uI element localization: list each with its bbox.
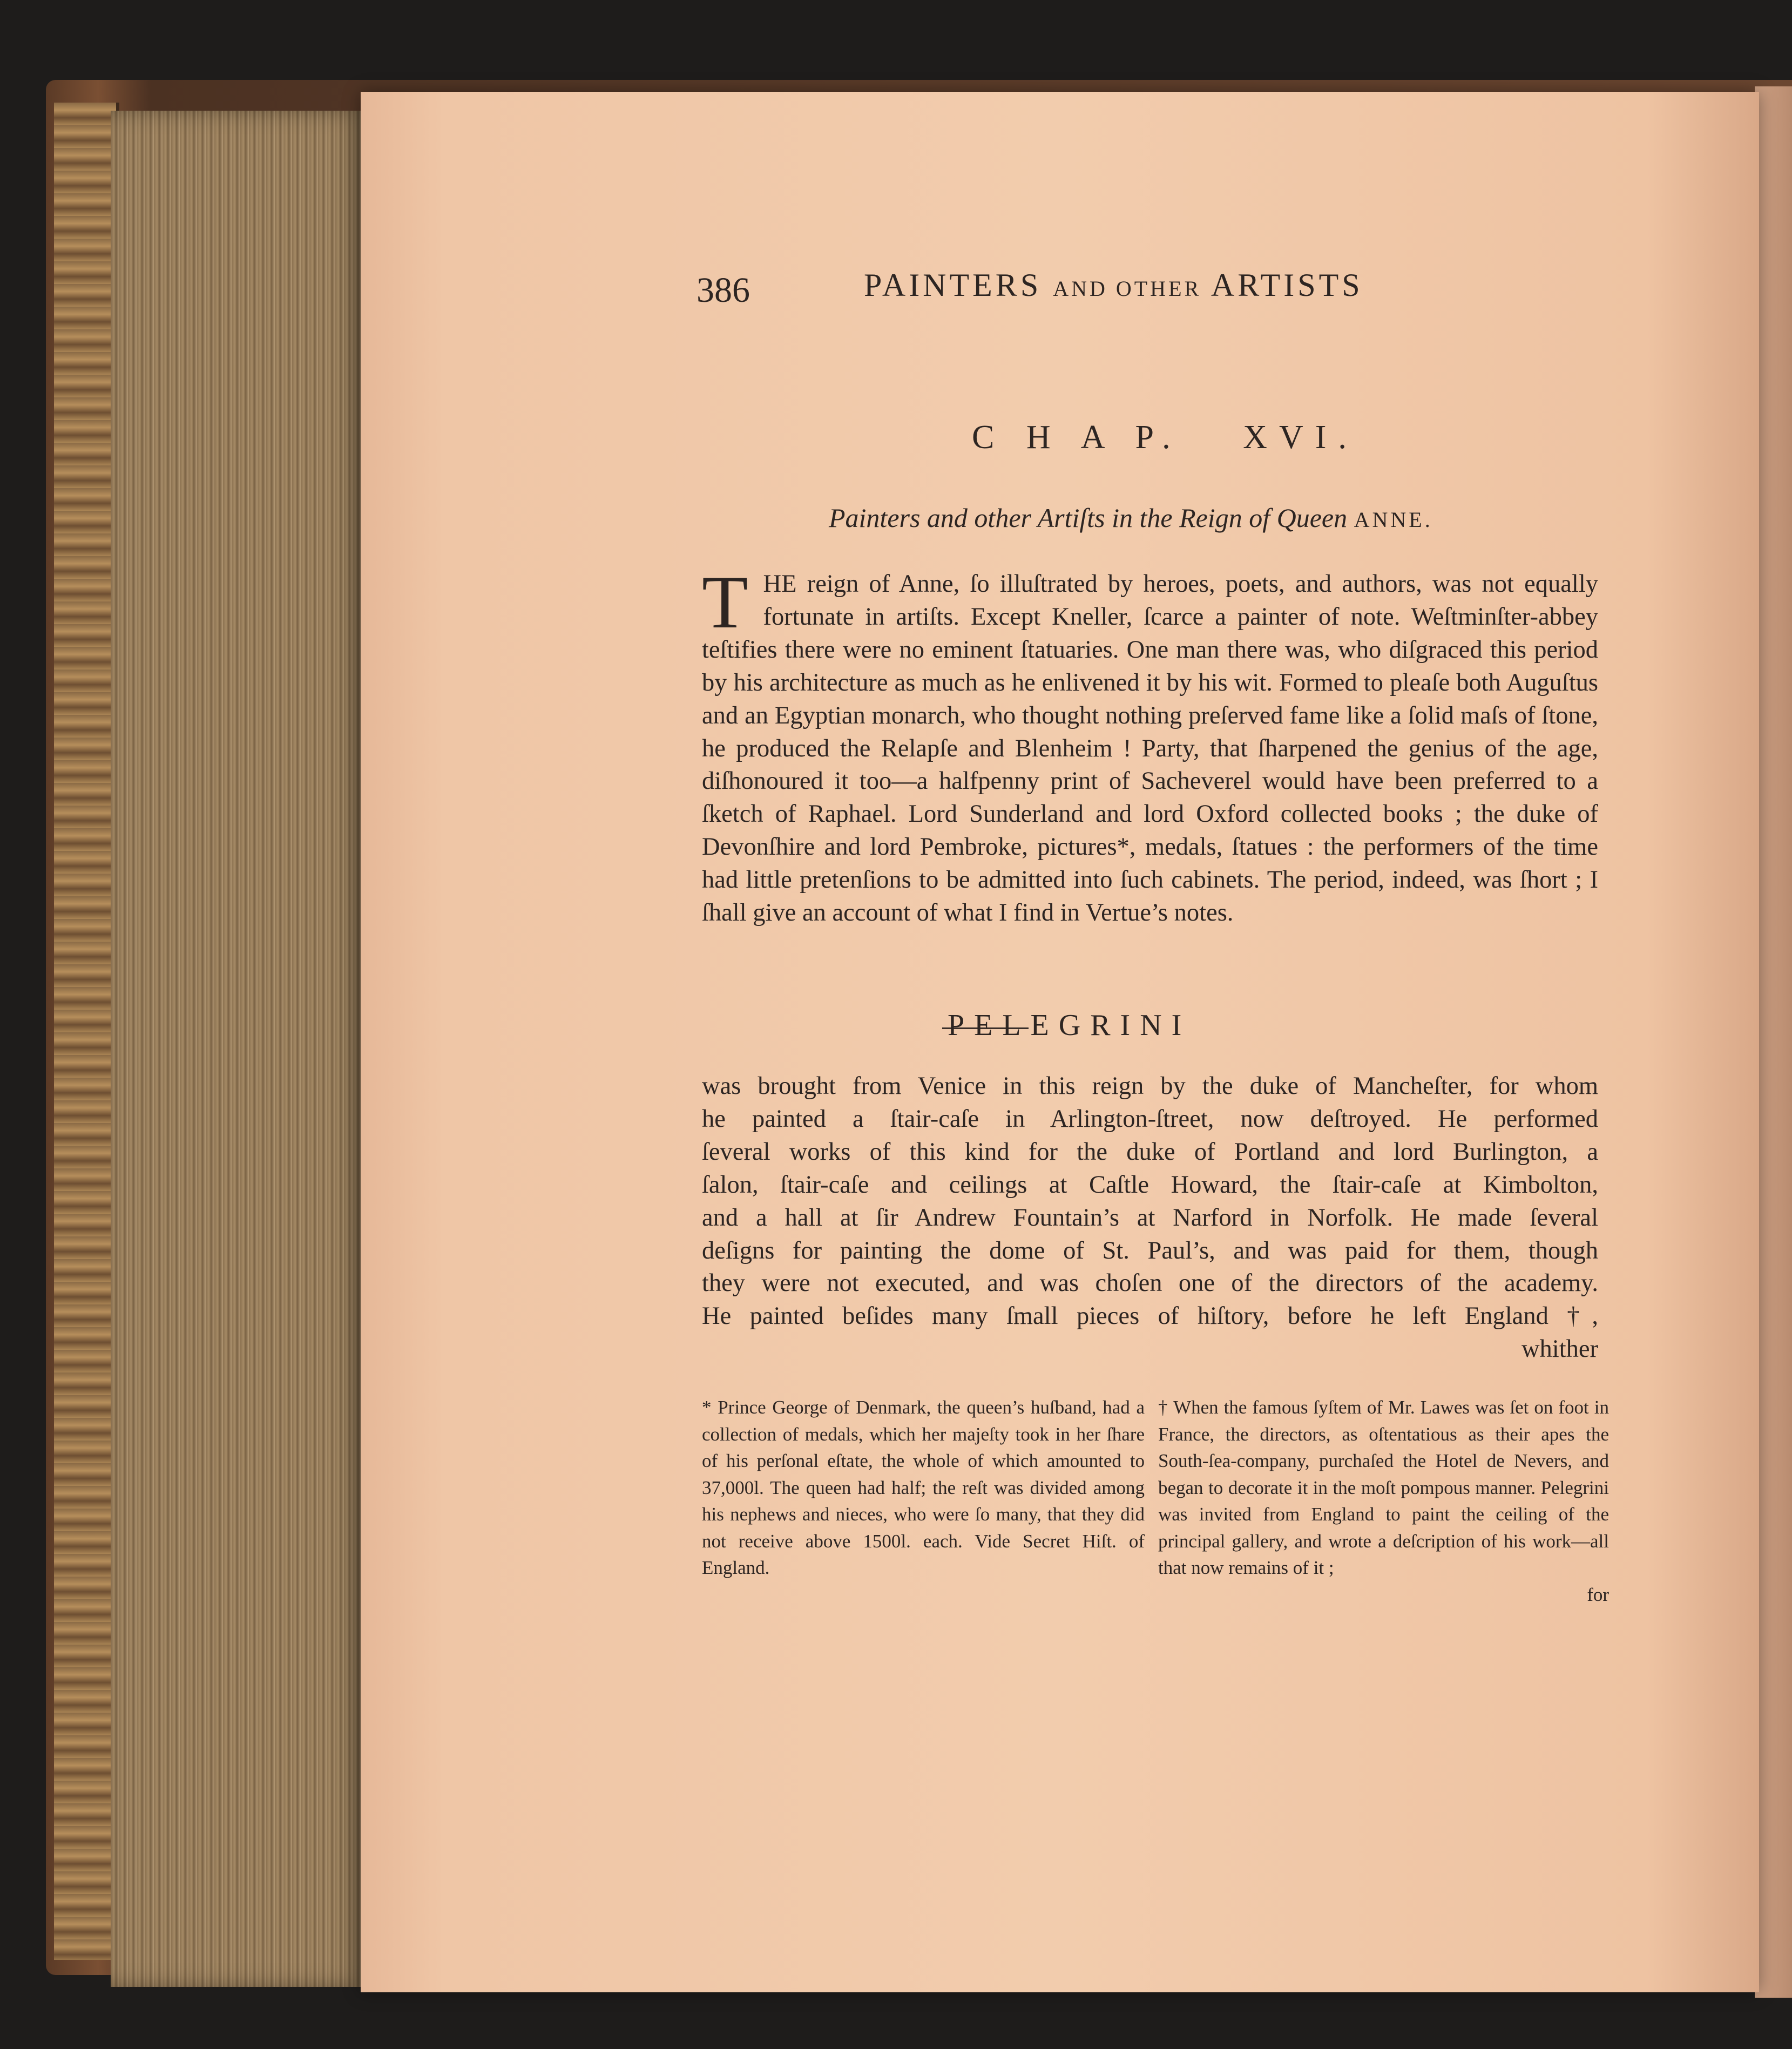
text-line: deſigns for painting the dome of St. Paul’s, and was paid for them, though xyxy=(702,1236,1598,1264)
running-head-part1: PAINTERS xyxy=(864,267,1042,303)
page-edges xyxy=(111,111,364,1987)
section-heading: PELEGRINI xyxy=(948,1009,1192,1042)
text-line: and a hall at ſir Andrew Fountain’s at Narford in Norfolk. He made ſeveral xyxy=(702,1203,1598,1232)
footnote-right xyxy=(1158,1394,1609,1608)
running-head-part2: AND OTHER xyxy=(1053,276,1202,301)
page-number: 386 xyxy=(696,271,750,310)
footnote-catchword: for xyxy=(1587,1584,1609,1605)
chapter-heading: C H A P. XVI. xyxy=(972,419,1358,456)
text-line: ſalon, ſtair-caſe and ceilings at Caſtle Howard, the ſtair-caſe at Kimbolton, xyxy=(702,1171,1598,1199)
chapter-subtitle xyxy=(829,502,1433,533)
text-line: ſeveral works of this kind for the duke of Portland and lord Burlington, a xyxy=(702,1138,1598,1166)
chapter-subtitle-text: Painters and other Artiſts in the Reign of Queen xyxy=(829,503,1348,533)
footnote-right-text: † When the famous ſyſtem of Mr. Lawes was ſet on foot in France, the directors, as oſtentatious as their apes the South-ſea-company, purchaſed the Hotel de Nevers, and began to decorate it in the moſt pompous manner. Pelegrini was invited from England to paint the ceiling of the principal gallery, and wrote a deſcription of his work—all that now remains of it ; xyxy=(1158,1397,1609,1578)
facing-page-edge xyxy=(1755,86,1792,1998)
pelegrini-paragraph xyxy=(702,1070,1598,1366)
running-head xyxy=(864,267,1363,304)
drop-cap: T xyxy=(702,560,748,644)
text-line: He painted beſides many ſmall pieces of hiſtory, before he left England †, xyxy=(702,1302,1598,1330)
text-line: they were not executed, and was choſen one of the directors of the academy. xyxy=(702,1269,1598,1297)
footnote-left: * Prince George of Denmark, the queen’s huſband, had a collection of medals, which her majeſty took in her ſhare of his perſonal eſtate, the whole of which amounted to 37,000l. The queen had half; the reſt was divided among his nephews and nieces, who were ſo many, that they did not receive above 1500l. each. Vide Secret Hiſt. of England. xyxy=(702,1397,1145,1578)
intro-paragraph xyxy=(702,560,1598,930)
catchword: whither xyxy=(1521,1335,1598,1363)
running-head-part3: ARTISTS xyxy=(1211,267,1363,303)
text-line: was brought from Venice in this reign by the duke of Mancheſter, for whom xyxy=(702,1072,1598,1100)
intro-text: HE reign of Anne, ſo illuſtrated by heroes, poets, and authors, was not equally fortunate in artiſts. Except Kneller, ſcarce a painter of note. Weſtminſter-abbey teſtifies there were no eminent ſtatuaries. One man there was, who diſgraced this period by his architecture as much as he enlivened it by his wit. Formed to pleaſe both Auguſtus and an Egyptian monarch, who thought nothing preſerved fame like a ſolid maſs of ſtone, he produced the Relapſe and Blenheim ! Party, that ſharpened the genius of the age, diſhonoured it too—a halfpenny print of Sacheverel would have been preferred to a ſketch of Raphael. Lord Sunderland and lord Oxford collected books ; the duke of Devonſhire and lord Pembroke, pictures*, medals, ſtatues : the performers of the time had little pretenſions to be admitted into ſuch cabinets. The period, indeed, was ſhort ; I ſhall give an account of what I find in Vertue’s notes. xyxy=(702,570,1598,927)
chapter-subtitle-name: ANNE. xyxy=(1354,508,1433,532)
book-spine-edge xyxy=(54,103,119,1960)
text-line: he painted a ſtair-caſe in Arlington-ſtreet, now deſtroyed. He performed xyxy=(702,1105,1598,1133)
